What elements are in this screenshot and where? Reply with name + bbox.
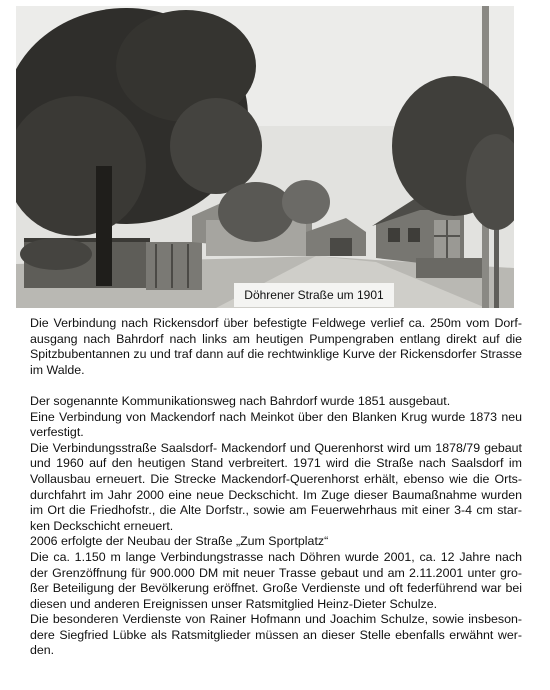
photo-caption: Döhrener Straße um 1901 [234, 283, 394, 307]
paragraph-gap [30, 378, 522, 394]
village-street-photo [16, 6, 514, 308]
paragraph-doehren: Die ca. 1.150 m lange Verbindungstrasse nach Döhren wurde 2001, ca. 12 Jahre nach der Grenzöffnung für 900.000 DM mit neuer Trasse gebaut und am 2.11.2001 unter gro-ßer Beteiligung der Bevölkerung eröffnet. Große Verdienste und oft federführend war bei diesen und anderen Ereignissen unser Ratsmitglied Heinz-Dieter Schulze. [30, 549, 522, 611]
paragraph-rickensdorf: Die Verbindung nach Rickensdorf über befestigte Feldwege verlief ca. 250m vom Dorf-ausgang nach Bahrdorf nach links am heutigen Pumpengraben entlang direkt auf die Spitzbubentannen zu und traf dann auf die rechtwinklige Kurve der Rickensdorfer Strasse im Walde. [30, 316, 522, 377]
paragraph-meinkot: Eine Verbindung von Mackendorf nach Meinkot über den Blanken Krug wurde 1873 neu verfestigt. [30, 409, 522, 440]
paragraph-sportplatz: 2006 erfolgte der Neubau der Straße „Zum Sportplatz“ [30, 534, 329, 549]
historic-photo [16, 6, 514, 308]
article-text [30, 316, 522, 659]
paragraph-saalsdorf: Die Verbindungsstraße Saalsdorf- Mackendorf und Querenhorst wird um 1878/79 gebaut und 1960 auf den heutigen Stand verbreitert. 1971 wird die Straße nach Saalsdorf im Vollausbau erneuert. Die Strecke Mackendorf-Querenhorst erhält, ebenso wie die Orts-durchfahrt im Jahr 2000 eine neue Deckschicht. Im Zuge dieser Baumaßnahme wurden im Ort die Friedhofstr., die Alte Dorfstr., sowie am Feuerwehrhaus mit einer 3-4 cm star-ken Deckschicht erneuert. [30, 440, 522, 533]
paragraph-verdienste: Die besonderen Verdienste von Rainer Hofmann und Joachim Schulze, sowie insbeson-dere Siegfried Lübke als Ratsmitglieder müssen an dieser Stelle ebenfalls erwähnt wer-den. [30, 612, 522, 658]
paragraph-bahrdorf: Der sogenannte Kommunikationsweg nach Bahrdorf wurde 1851 ausgebaut. [30, 393, 451, 408]
